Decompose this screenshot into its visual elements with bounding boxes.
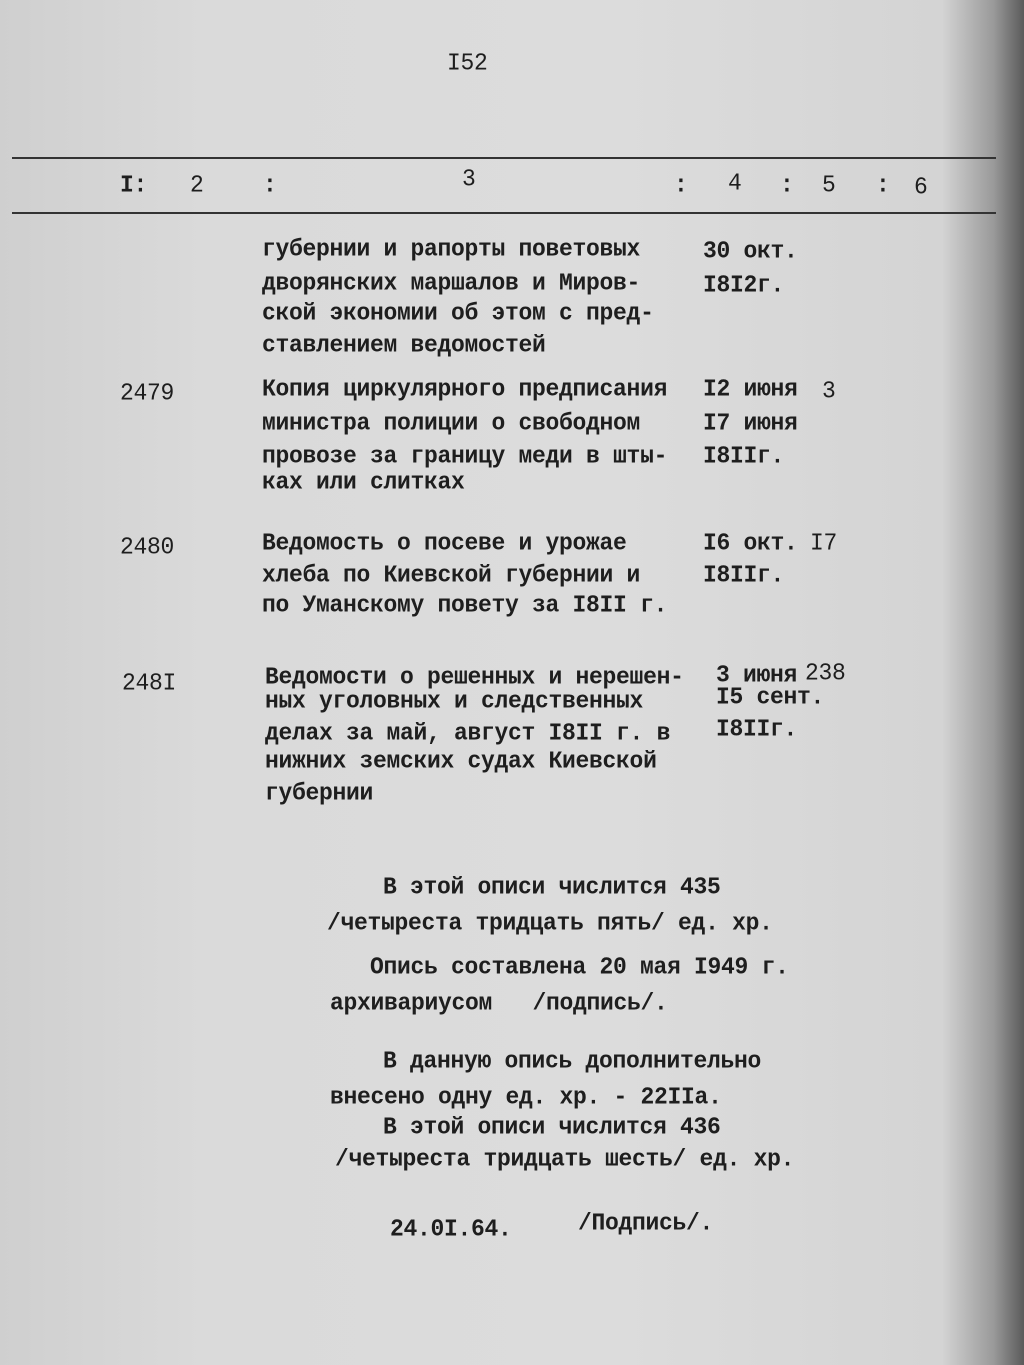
entry-date: I8IIг. — [703, 561, 785, 589]
entry-title-line: дворянских маршалов и Миров- — [262, 269, 641, 297]
entry-title-line: провозе за границу меди в шты- — [262, 442, 668, 470]
col-header-1: I: — [120, 171, 148, 199]
entry-title-line: министра полиции о свободном — [262, 409, 641, 437]
entry-date: I6 окт. — [703, 529, 798, 557]
entry-sheets: 3 — [822, 377, 836, 405]
col-header-2: 2 — [190, 171, 204, 199]
entry-number: 2480 — [120, 533, 175, 561]
entry-title-line: делах за май, август I8II г. в — [265, 719, 671, 747]
closing-line: Опись составлена 20 мая I949 г. — [370, 953, 789, 981]
entry-title-line: хлеба по Киевской губернии и — [262, 561, 641, 589]
entry-date: 3 июня — [716, 661, 798, 689]
entry-date: I2 июня — [703, 375, 798, 403]
closing-line: /четыреста тридцать шесть/ ед. хр. — [335, 1145, 795, 1173]
entry-date: I8IIг. — [716, 715, 798, 743]
closing-line: В этой описи числится 436 — [383, 1113, 721, 1141]
entry-sheets: 238 — [805, 659, 846, 687]
entry-number: 248I — [122, 669, 177, 697]
entry-date: I8IIг. — [703, 442, 785, 470]
entry-title-line: Ведомости о решенных и нерешен- — [265, 663, 684, 691]
entry-title-line: нижних земских судах Киевской — [265, 747, 657, 775]
entry-number: 2479 — [120, 379, 175, 407]
entry-title-line: губернии и рапорты поветовых — [262, 235, 641, 263]
entry-date: I7 июня — [703, 409, 798, 437]
col-header-6: 6 — [914, 173, 928, 201]
closing-line: /четыреста тридцать пять/ ед. хр. — [327, 909, 773, 937]
entry-title-line: Копия циркулярного предписания — [262, 375, 668, 403]
col-separator: : — [780, 171, 794, 199]
entry-date: I5 сент. — [716, 683, 825, 711]
entry-sheets: I7 — [810, 529, 838, 557]
header-bottom-rule — [12, 212, 996, 214]
closing-line: В этой описи числится 435 — [383, 873, 721, 901]
col-separator: : — [876, 171, 890, 199]
col-header-5: 5 — [822, 171, 836, 199]
entry-title-line: губернии — [265, 779, 374, 807]
col-separator: : — [674, 171, 688, 199]
entry-date: 30 окт. — [703, 237, 798, 265]
entry-title-line: ставлением ведомостей — [262, 331, 546, 359]
col-header-3: 3 — [462, 165, 476, 193]
closing-line: внесено одну ед. хр. - 22IIа. — [330, 1083, 722, 1111]
closing-line: В данную опись дополнительно — [383, 1047, 762, 1075]
header-top-rule — [12, 157, 996, 159]
entry-title-line: по Уманскому повету за I8II г. — [262, 591, 668, 619]
entry-title-line: ской экономии об этом с пред- — [262, 299, 654, 327]
entry-date: I8I2г. — [703, 271, 785, 299]
closing-date: 24.0I.64. — [390, 1215, 512, 1243]
entry-title-line: ных уголовных и следственных — [265, 687, 644, 715]
page-number: I52 — [447, 49, 488, 77]
col-separator: : — [263, 171, 277, 199]
closing-signature: /Подпись/. — [578, 1209, 714, 1237]
col-header-4: 4 — [728, 169, 742, 197]
entry-title-line: ках или слитках — [262, 468, 465, 496]
closing-line: архивариусом /подпись/. — [330, 989, 668, 1017]
entry-title-line: Ведомость о посеве и урожае — [262, 529, 627, 557]
